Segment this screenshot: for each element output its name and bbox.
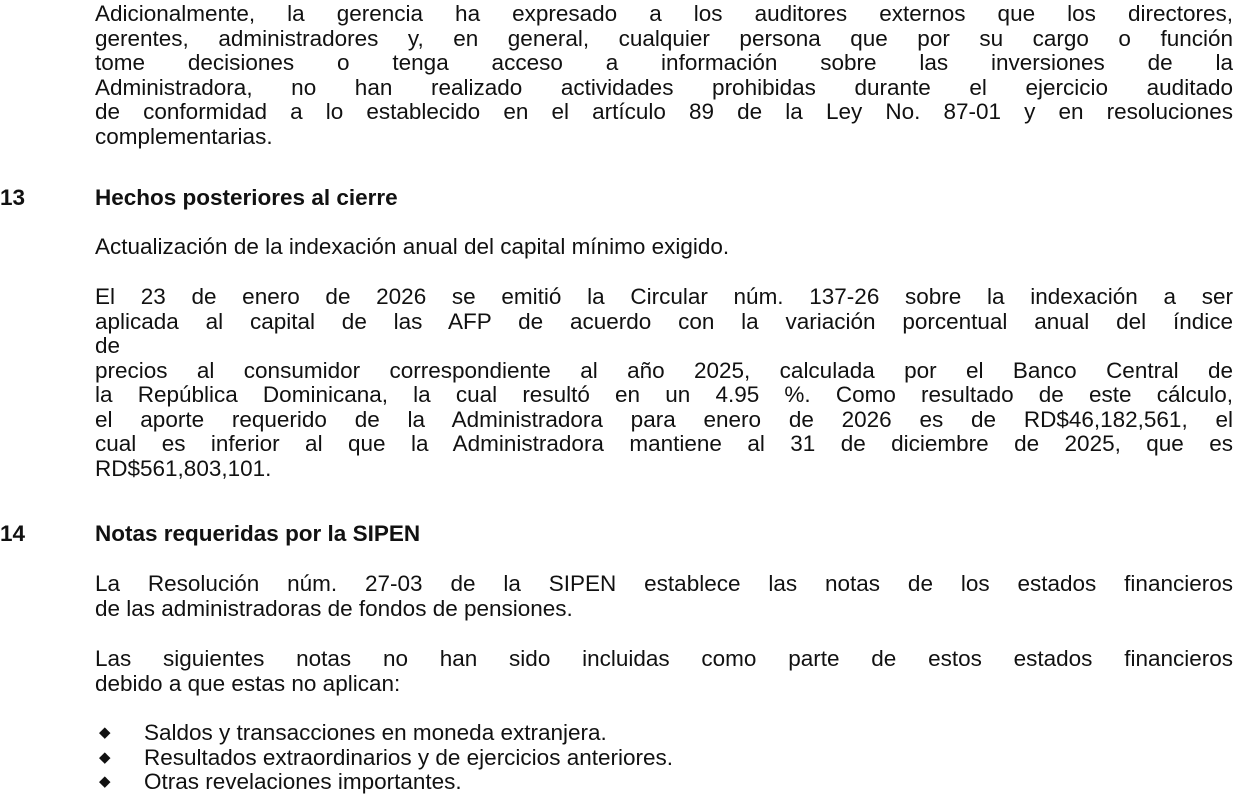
text-line: tome decisiones o tenga acceso a información sobre las inversiones de la [95,50,1233,75]
diamond-bullet-icon: ◆ [99,748,111,766]
text-line: la República Dominicana, la cual resultó en un 4.95 %. Como resultado de este cálculo, [95,382,1233,407]
text-line: Actualización de la indexación anual del capital mínimo exigido. [95,234,730,259]
section-14-paragraph-2 [95,647,1233,696]
text-line: de [95,333,121,358]
list-item [95,746,673,771]
list-item-text: Saldos y transacciones en moneda extranjera. [144,720,607,745]
text-line: Las siguientes notas no han sido incluidas como parte de estos estados financieros [95,646,1233,671]
text-line: El 23 de enero de 2026 se emitió la Circular núm. 137-26 sobre la indexación a ser [95,284,1233,309]
text-line: La Resolución núm. 27-03 de la SIPEN establece las notas de los estados financieros [95,571,1233,596]
list-item-text: Otras revelaciones importantes. [144,769,462,794]
section-13-paragraph [95,285,1233,481]
text-line: complementarias. [95,123,273,149]
text-line: Adicionalmente, la gerencia ha expresado a los auditores externos que los directores, [95,1,1233,26]
text-line: debido a que estas no aplican: [95,670,401,696]
text-line: de conformidad a lo establecido en el artículo 89 de la Ley No. 87-01 y en resoluciones [95,99,1233,124]
list-item [95,721,673,746]
text-line: el aporte requerido de la Administradora para enero de 2026 es de RD$46,182,561, el [95,406,1233,432]
section-14-number: 14 [0,521,26,546]
bullet-list [95,721,673,795]
intro-paragraph [95,2,1233,149]
text-line: gerentes, administradores y, en general, cualquier persona que por su cargo o función [95,25,1233,51]
section-14-title: Notas requeridas por la SIPEN [95,521,421,546]
list-item [95,770,673,795]
text-line: RD$561,803,101. [95,455,272,481]
text-line: Administradora, no han realizado actividades prohibidas durante el ejercicio auditado [95,74,1233,100]
diamond-bullet-icon: ◆ [99,773,111,790]
text-line: aplicada al capital de las AFP de acuerdo con la variación porcentual anual del índice [95,308,1233,334]
section-14-paragraph-1 [95,572,1233,621]
list-item-text: Resultados extraordinarios y de ejercicios anteriores. [144,744,674,770]
section-13-title: Hechos posteriores al cierre [95,185,398,210]
text-line: cual es inferior al que la Administradora mantiene al 31 de diciembre de 2025, que es [95,431,1233,456]
text-line: precios al consumidor correspondiente al año 2025, calculada por el Banco Central de [95,357,1233,383]
section-13-number: 13 [0,185,26,210]
section-13-subtitle [95,235,1233,260]
diamond-bullet-icon: ◆ [99,724,111,741]
text-line: de las administradoras de fondos de pensiones. [95,595,573,621]
